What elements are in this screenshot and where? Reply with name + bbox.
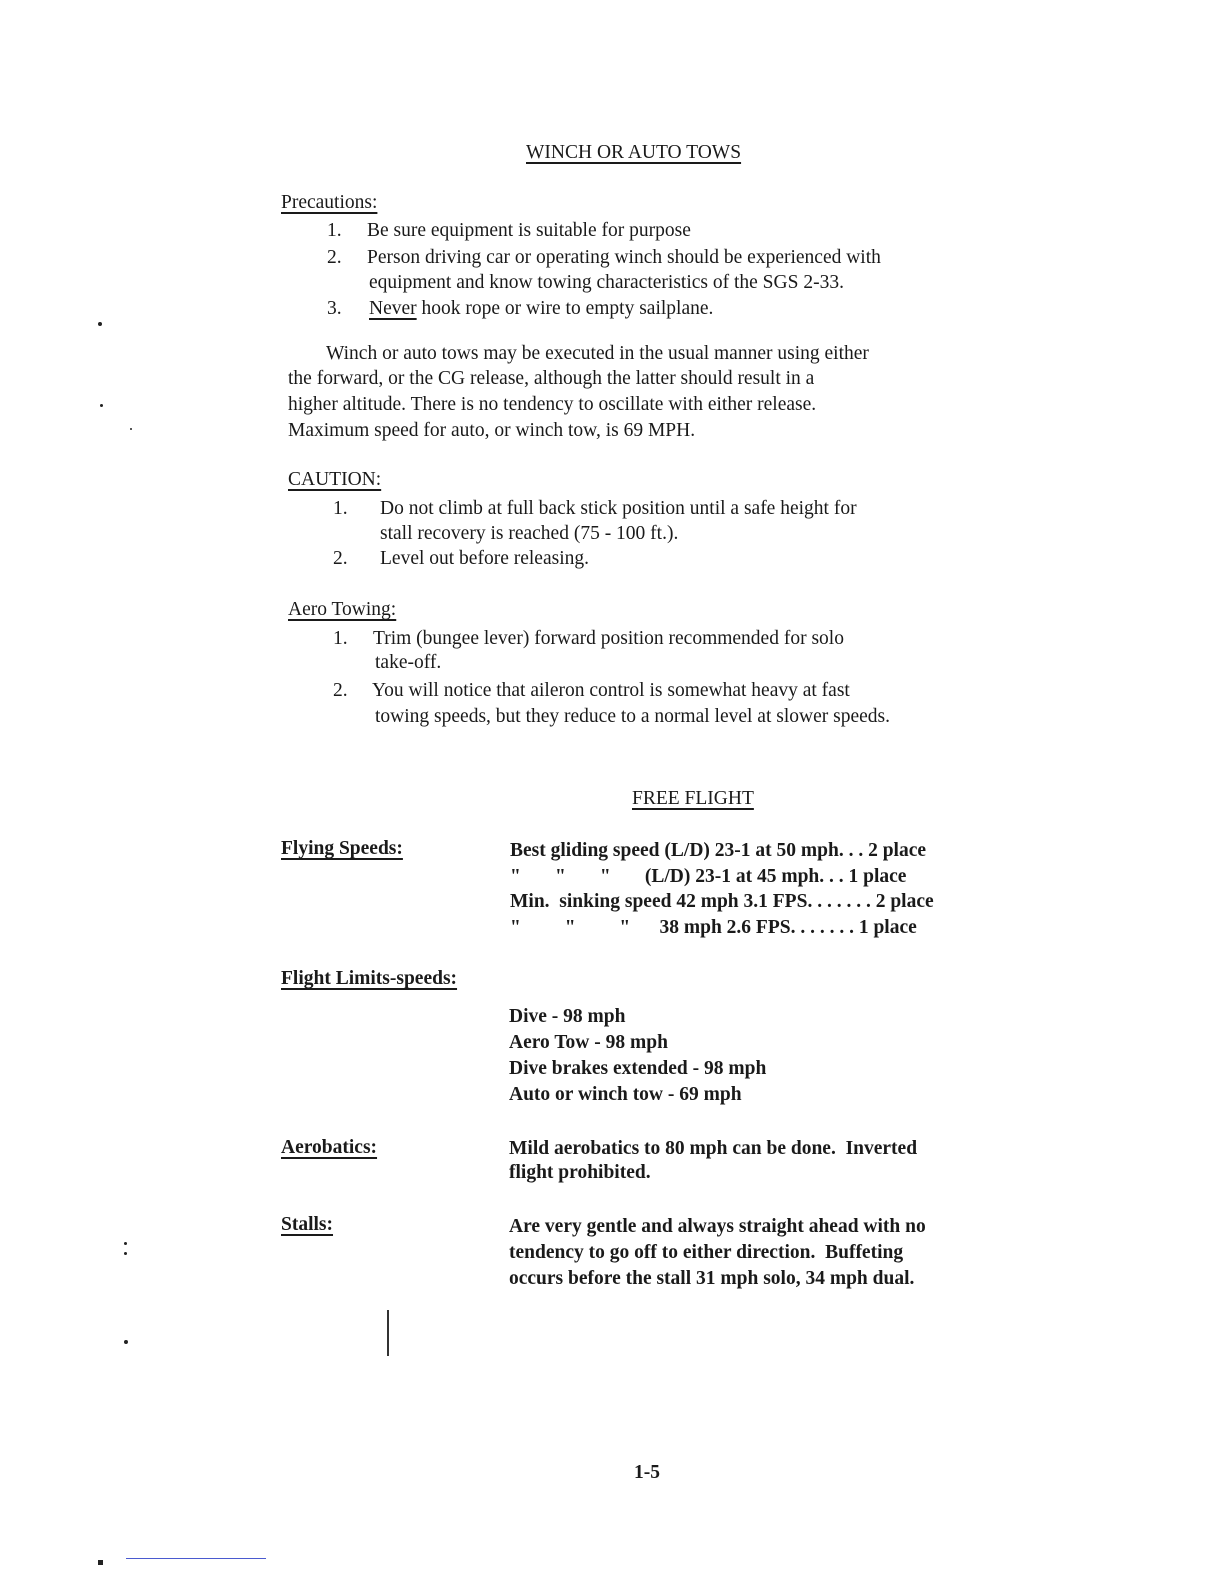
scan-speck (98, 322, 102, 326)
aero-towing-heading: Aero Towing: (288, 599, 397, 620)
scan-speck (124, 1242, 127, 1245)
scan-speck (100, 404, 103, 407)
caution-2-number: 2. (333, 548, 348, 569)
flight-limit-dive-brakes: Dive brakes extended - 98 mph (509, 1058, 767, 1079)
flying-speeds-row-1: Best gliding speed (L/D) 23-1 at 50 mph. . . 2 place (510, 840, 927, 861)
caution-1-number: 1. (333, 498, 348, 519)
scan-mark-vertical (387, 1310, 389, 1356)
section-title-free-flight: FREE FLIGHT (632, 788, 754, 809)
flying-speeds-label: Flying Speeds: (281, 838, 403, 859)
scan-corner-mark (98, 1560, 103, 1565)
aero-item-2-line1: You will notice that aileron control is somewhat heavy at fast (372, 680, 850, 701)
flying-speeds-row-4: " " " 38 mph 2.6 FPS. . . . . . . 1 place (510, 917, 917, 938)
aerobatics-label: Aerobatics: (281, 1137, 378, 1158)
flight-limit-auto-winch: Auto or winch tow - 69 mph (509, 1084, 742, 1105)
winch-paragraph-line4: Maximum speed for auto, or winch tow, is 69 MPH. (288, 420, 696, 441)
flight-limit-dive: Dive - 98 mph (509, 1006, 626, 1027)
page-number: 1-5 (634, 1462, 660, 1483)
caution-1-text-line1: Do not climb at full back stick position until a safe height for (380, 498, 857, 519)
section-title-winch: WINCH OR AUTO TOWS (526, 142, 742, 163)
precaution-1-number: 1. (327, 220, 342, 241)
precaution-3-emphasis: Never (369, 298, 417, 319)
aerobatics-text-line2: flight prohibited. (509, 1162, 651, 1183)
stalls-text-line2: tendency to go off to either direction. Buffeting (509, 1242, 904, 1263)
flying-speeds-row-2: " " " (L/D) 23-1 at 45 mph. . . 1 place (510, 866, 907, 887)
precaution-3-rest: hook rope or wire to empty sailplane. (416, 298, 714, 319)
aero-item-2-line2: towing speeds, but they reduce to a normal level at slower speeds. (375, 706, 890, 727)
caution-1-text-line2: stall recovery is reached (75 - 100 ft.). (380, 523, 679, 544)
aero-item-2-number: 2. (333, 680, 348, 701)
winch-paragraph-line2: the forward, or the CG release, although the latter should result in a (288, 368, 815, 389)
precaution-2-text-line1: Person driving car or operating winch should be experienced with (367, 247, 881, 268)
stalls-text-line1: Are very gentle and always straight ahead with no (509, 1216, 926, 1237)
aero-item-1-number: 1. (333, 628, 348, 649)
precaution-2-text-line2: equipment and know towing characteristics of the SGS 2-33. (369, 272, 844, 293)
scan-edge-line (126, 1558, 266, 1559)
scan-speck (130, 428, 132, 430)
scan-speck (124, 1340, 128, 1344)
winch-paragraph-line1: Winch or auto tows may be executed in the usual manner using either (326, 343, 869, 364)
winch-paragraph-line3: higher altitude. There is no tendency to oscillate with either release. (288, 394, 817, 415)
precaution-1-text: Be sure equipment is suitable for purpose (367, 220, 691, 241)
stalls-label: Stalls: (281, 1214, 334, 1235)
stalls-text-line3: occurs before the stall 31 mph solo, 34 mph dual. (509, 1268, 915, 1289)
flight-limit-aero-tow: Aero Tow - 98 mph (509, 1032, 668, 1053)
aerobatics-text-line1: Mild aerobatics to 80 mph can be done. Inverted (509, 1138, 918, 1159)
scan-speck (124, 1252, 127, 1255)
flying-speeds-row-3: Min. sinking speed 42 mph 3.1 FPS. . . . . . . 2 place (510, 891, 934, 912)
precaution-2-number: 2. (327, 247, 342, 268)
aero-item-1-line1: Trim (bungee lever) forward position recommended for solo (373, 628, 844, 649)
caution-heading: CAUTION: (288, 469, 382, 490)
precaution-3-text (369, 296, 713, 322)
aero-item-1-line2: take-off. (375, 652, 442, 673)
precaution-3-number: 3. (327, 298, 342, 319)
precautions-heading: Precautions: (281, 192, 378, 213)
caution-2-text: Level out before releasing. (380, 548, 589, 569)
flight-limits-label: Flight Limits-speeds: (281, 968, 458, 989)
